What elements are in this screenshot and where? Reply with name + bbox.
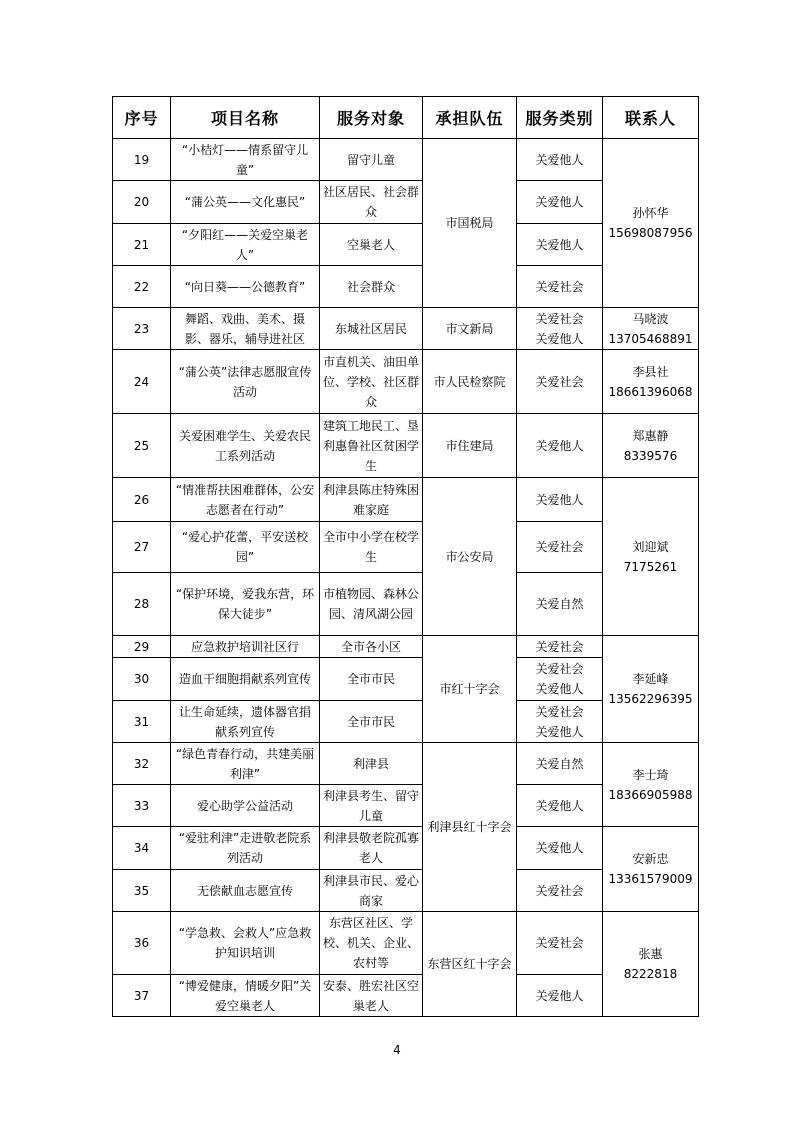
row-contact: 马晓波 13705468891: [603, 308, 699, 350]
row-no: 29: [113, 636, 171, 658]
row-no: 28: [113, 573, 171, 636]
row-no: 24: [113, 350, 171, 414]
table-row: [113, 827, 699, 870]
row-team: 市公安局: [423, 478, 517, 636]
row-contact: 郑惠静 8339576: [603, 414, 699, 478]
row-project: “爱驻利津”走进敬老院系列活动: [171, 827, 320, 870]
row-no: 35: [113, 870, 171, 912]
row-category: 关爱社会: [517, 636, 603, 658]
row-target: 安泰、胜宏社区空巢老人: [320, 975, 423, 1017]
row-category: 关爱他人: [517, 181, 603, 224]
row-project: “爱心护花蕾，平安送校园”: [171, 522, 320, 573]
row-target: 全市市民: [320, 701, 423, 743]
row-project: “绿色青春行动，共建美丽利津”: [171, 743, 320, 785]
header-no: 序号: [113, 97, 171, 139]
table-row: [113, 478, 699, 522]
row-project: “蒲公英”法律志愿服宣传活动: [171, 350, 320, 414]
row-no: 22: [113, 266, 171, 308]
row-category: 关爱他人: [517, 414, 603, 478]
row-contact: 李县社 18661396068: [603, 350, 699, 414]
row-project: “夕阳红——关爱空巢老人”: [171, 224, 320, 266]
row-category: 关爱他人: [517, 785, 603, 827]
row-target: 建筑工地民工、垦利惠鲁社区贫困学生: [320, 414, 423, 478]
table-row: [113, 308, 699, 350]
row-category: 关爱社会: [517, 870, 603, 912]
row-team: 东营区红十字会: [423, 912, 517, 1017]
header-contact: 联系人: [603, 97, 699, 139]
row-team: 市文新局: [423, 308, 517, 350]
row-project: 造血干细胞捐献系列宣传: [171, 658, 320, 701]
row-team: 市国税局: [423, 139, 517, 308]
table-header-row: [113, 97, 699, 139]
row-project: “情准帮扶困难群体，公安志愿者在行动”: [171, 478, 320, 522]
row-target: 利津县考生、留守儿童: [320, 785, 423, 827]
row-target: 利津县市民、爱心商家: [320, 870, 423, 912]
row-contact: 孙怀华 15698087956: [603, 139, 699, 308]
row-contact: 李士琦 18366905988: [603, 743, 699, 827]
row-category: 关爱自然: [517, 573, 603, 636]
row-project: 舞蹈、戏曲、美术、摄影、器乐，辅导进社区: [171, 308, 320, 350]
row-target: 全市市民: [320, 658, 423, 701]
row-target: 留守儿童: [320, 139, 423, 181]
row-project: “博爱健康，情暖夕阳”关爱空巢老人: [171, 975, 320, 1017]
row-category: 关爱社会 关爱他人: [517, 658, 603, 701]
row-category: 关爱他人: [517, 827, 603, 870]
row-no: 32: [113, 743, 171, 785]
row-contact: 安新忠 13361579009: [603, 827, 699, 912]
row-contact: 李延峰 13562296395: [603, 636, 699, 743]
row-project: “保护环境，爱我东营，环保大徒步”: [171, 573, 320, 636]
row-project: “蒲公英——文化惠民”: [171, 181, 320, 224]
row-target: 空巢老人: [320, 224, 423, 266]
row-category: 关爱他人: [517, 139, 603, 181]
row-project: “学急救、会救人”应急救护知识培训: [171, 912, 320, 975]
row-target: 社会群众: [320, 266, 423, 308]
row-no: 23: [113, 308, 171, 350]
row-category: 关爱社会: [517, 522, 603, 573]
row-project: 应急救护培训社区行: [171, 636, 320, 658]
row-contact: 刘迎斌 7175261: [603, 478, 699, 636]
row-target: 利津县陈庄特殊困难家庭: [320, 478, 423, 522]
row-category: 关爱他人: [517, 478, 603, 522]
row-category: 关爱社会 关爱他人: [517, 308, 603, 350]
row-contact: 张惠 8222818: [603, 912, 699, 1017]
row-project: 让生命延续，遗体器官捐献系列宣传: [171, 701, 320, 743]
row-no: 21: [113, 224, 171, 266]
header-project: 项目名称: [171, 97, 320, 139]
row-no: 31: [113, 701, 171, 743]
header-target: 服务对象: [320, 97, 423, 139]
row-no: 25: [113, 414, 171, 478]
table-row: [113, 350, 699, 414]
service-projects-table: [112, 96, 699, 1017]
table-row: [113, 912, 699, 975]
header-team: 承担队伍: [423, 97, 517, 139]
page-number: 4: [393, 1043, 401, 1057]
row-no: 33: [113, 785, 171, 827]
row-project: “小桔灯——情系留守儿童”: [171, 139, 320, 181]
table-row: [113, 139, 699, 181]
row-project: “向日葵——公德教育”: [171, 266, 320, 308]
row-team: 利津县红十字会: [423, 743, 517, 912]
row-team: 市人民检察院: [423, 350, 517, 414]
row-no: 27: [113, 522, 171, 573]
row-target: 社区居民、社会群众: [320, 181, 423, 224]
row-project: 关爱困难学生、关爱农民工系列活动: [171, 414, 320, 478]
row-no: 37: [113, 975, 171, 1017]
row-project: 无偿献血志愿宣传: [171, 870, 320, 912]
row-target: 市直机关、油田单位、学校、社区群众: [320, 350, 423, 414]
row-category: 关爱社会: [517, 266, 603, 308]
row-category: 关爱他人: [517, 975, 603, 1017]
table-row: [113, 743, 699, 785]
row-target: 利津县敬老院孤寡老人: [320, 827, 423, 870]
row-category: 关爱他人: [517, 224, 603, 266]
header-category: 服务类别: [517, 97, 603, 139]
table-row: [113, 636, 699, 658]
row-no: 20: [113, 181, 171, 224]
row-category: 关爱社会 关爱他人: [517, 701, 603, 743]
row-target: 市植物园、森林公园、清风湖公园: [320, 573, 423, 636]
row-no: 30: [113, 658, 171, 701]
row-category: 关爱社会: [517, 350, 603, 414]
row-team: 市红十字会: [423, 636, 517, 743]
row-target: 东城社区居民: [320, 308, 423, 350]
row-target: 利津县: [320, 743, 423, 785]
row-no: 36: [113, 912, 171, 975]
row-team: 市住建局: [423, 414, 517, 478]
row-category: 关爱自然: [517, 743, 603, 785]
row-target: 全市各小区: [320, 636, 423, 658]
table-row: [113, 414, 699, 478]
row-no: 34: [113, 827, 171, 870]
row-no: 26: [113, 478, 171, 522]
row-target: 全市中小学在校学生: [320, 522, 423, 573]
row-target: 东营区社区、学校、机关、企业、农村等: [320, 912, 423, 975]
row-project: 爱心助学公益活动: [171, 785, 320, 827]
row-no: 19: [113, 139, 171, 181]
row-category: 关爱社会: [517, 912, 603, 975]
